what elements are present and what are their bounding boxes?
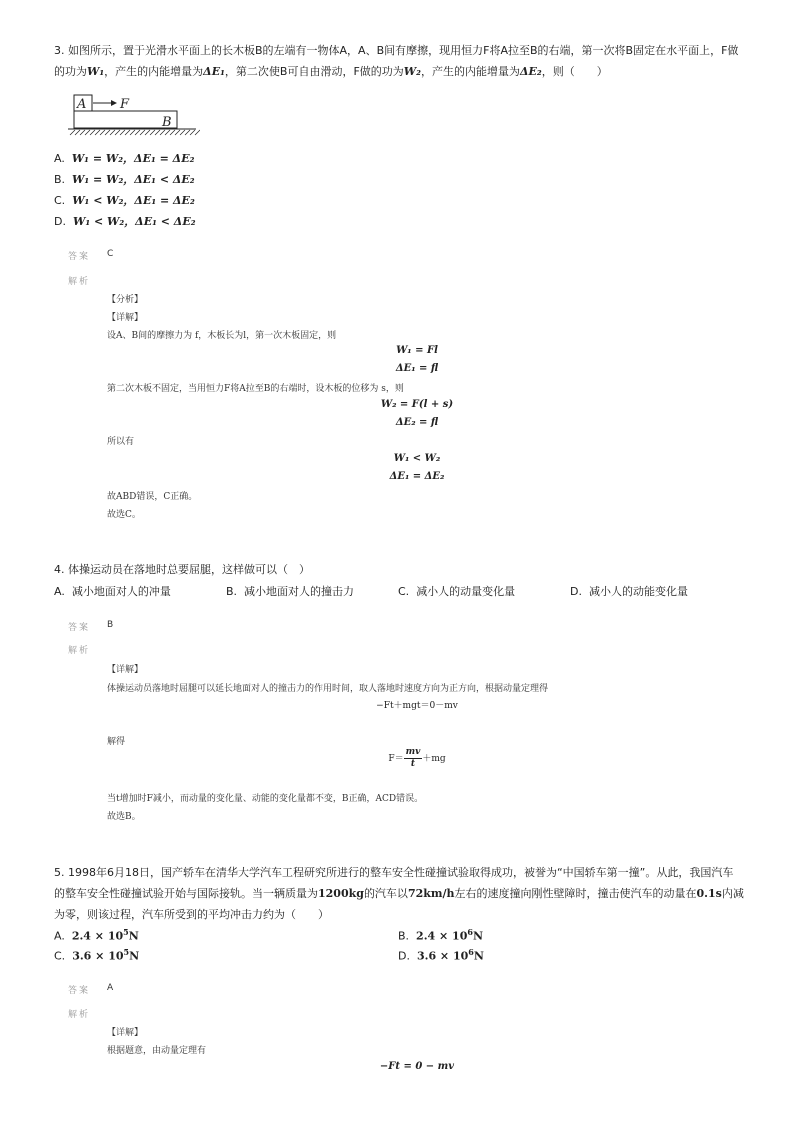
q5-exp-xiangjie: 【详解】 [107, 1028, 144, 1038]
hatch-mark [130, 130, 135, 135]
q3-exp-line2: 第二次木板不固定，当用恒力F将A拉至B的右端时，设木板的位移为 s，则 [107, 384, 404, 394]
ground-hatch [70, 130, 200, 135]
question-5-stem: 5. 1998年6月18日，国产轿车在清华大学汽车工程研究所进行的整车安全性碰撞试验取得成功，被誉为“中国轿车第一撞”。从此，我国汽车的整车安全性碰撞试验开始与国际接轨。当一辆质量为1200kg的汽车以72km/h左右的速度撞向刚性壁障时，撞击使汽车的动量在0.1s内减为零，则该过程，汽车所受到的平均冲击力约为（ ） [54, 866, 744, 921]
q3-eq2: ΔE₁ = fl [395, 363, 439, 374]
q4-option-c[interactable]: C. 减小人的动量变化量 [398, 585, 516, 598]
q3-eq5: W₁ < W₂ [393, 453, 441, 464]
q4-option-d[interactable]: D. 减小人的动能变化量 [570, 585, 688, 598]
math-de2: ΔE₂ [519, 65, 542, 78]
q3-option-a[interactable]: A. W₁ = W₂，ΔE₁ = ΔE₂ [54, 152, 195, 165]
q4-exp-line2: 解得 [107, 737, 126, 747]
hatch-mark [160, 130, 165, 135]
hatch-mark [85, 130, 90, 135]
q3-analysis-label: 解析 [68, 277, 91, 287]
q4-exp-line3: 当t增加时F减小，而动量的变化量、动能的变化量都不变，B正确，ACD错误。 [107, 794, 424, 804]
q3-exp-line5: 故选C。 [107, 510, 141, 520]
fraction-mv-t: $\frac{mv}{t}$ [405, 747, 421, 769]
math-w2: W₂ [403, 65, 421, 78]
q3-exp-xiangjie: 【详解】 [107, 313, 144, 323]
q5-option-b[interactable]: B. $2.4 \times 10^6N$ [398, 927, 484, 943]
hatch-mark [150, 130, 155, 135]
question-4 [54, 559, 744, 580]
hatch-mark [120, 130, 125, 135]
question-5 [54, 862, 744, 925]
q3-exp-line4: 故ABD错误，C正确。 [107, 492, 198, 502]
q4-option-a[interactable]: A. 减小地面对人的冲量 [54, 585, 171, 598]
q4-eq2: F＝ $\frac{mv}{t}$ ＋mg [388, 747, 446, 769]
q3-exp-line3: 所以有 [107, 437, 135, 447]
q3-option-d[interactable]: D. W₁ < W₂，ΔE₁ < ΔE₂ [54, 215, 196, 228]
math-w1: W₁ [87, 65, 105, 78]
question-4-stem: 4. 体操运动员在落地时总要屈腿，这样做可以（ ） [54, 563, 310, 576]
q4-analysis-label: 解析 [68, 646, 91, 656]
hatch-mark [135, 130, 140, 135]
hatch-mark [105, 130, 110, 135]
q3-figure [66, 92, 200, 138]
hatch-mark [115, 130, 120, 135]
hatch-mark [165, 130, 170, 135]
q4-exp-xiangjie: 【详解】 [107, 665, 144, 675]
hatch-mark [180, 130, 185, 135]
q3-eq3: W₂ = F(l + s) [380, 399, 454, 410]
q5-option-a[interactable]: A. $2.4 \times 10^5N$ [54, 927, 139, 943]
question-3 [54, 40, 744, 82]
q5-option-d[interactable]: D. $3.6 \times 10^6N$ [398, 947, 484, 963]
hatch-mark [175, 130, 180, 135]
q5-answer-label: 答案 [68, 986, 91, 996]
label-f: F [120, 97, 130, 112]
hatch-mark [185, 130, 190, 135]
arrow-head [111, 100, 117, 106]
q5-answer: A [107, 983, 114, 993]
hatch-mark [145, 130, 150, 135]
hatch-mark [80, 130, 85, 135]
q5-exp-line1: 根据题意，由动量定理有 [107, 1046, 207, 1056]
hatch-mark [110, 130, 115, 135]
hatch-mark [190, 130, 195, 135]
hatch-mark [90, 130, 95, 135]
q3-answer: C [107, 249, 114, 259]
q3-exp-line1: 设A、B间的摩擦力为 f，木板长为l，第一次木板固定，则 [107, 331, 337, 341]
q4-option-b[interactable]: B. 减小地面对人的撞击力 [226, 585, 355, 598]
q3-option-c[interactable]: C. W₁ < W₂，ΔE₁ = ΔE₂ [54, 194, 195, 207]
hatch-mark [125, 130, 130, 135]
q4-exp-line1: 体操运动员落地时屈腿可以延长地面对人的撞击力的作用时间，取人落地时速度方向为正方向，根据动量定理得 [107, 684, 549, 694]
label-b: B [162, 115, 172, 130]
q3-answer-label: 答案 [68, 252, 91, 262]
q4-answer-label: 答案 [68, 623, 91, 633]
math-time: 0.1s [696, 887, 722, 900]
q4-answer: B [107, 620, 114, 630]
q3-eq6: ΔE₁ = ΔE₂ [389, 471, 445, 482]
hatch-mark [170, 130, 175, 135]
q3-eq1: W₁ = Fl [396, 345, 438, 356]
hatch-mark [70, 130, 75, 135]
hatch-mark [75, 130, 80, 135]
q3-option-b[interactable]: B. W₁ = W₂，ΔE₁ < ΔE₂ [54, 173, 195, 186]
hatch-mark [155, 130, 160, 135]
math-speed: 72km/h [407, 887, 455, 900]
label-a: A [77, 97, 87, 112]
math-mass: 1200kg [318, 887, 364, 900]
q3-exp-fenxi: 【分析】 [107, 295, 144, 305]
q5-analysis-label: 解析 [68, 1010, 91, 1020]
hatch-mark [100, 130, 105, 135]
q3-eq4: ΔE₂ = fl [395, 417, 439, 428]
math-de1: ΔE₁ [203, 65, 225, 78]
q4-exp-line4: 故选B。 [107, 812, 141, 822]
hatch-mark [195, 130, 200, 135]
hatch-mark [95, 130, 100, 135]
q5-eq1: −Ft = 0 − mv [379, 1061, 455, 1072]
question-3-stem: 3. 如图所示，置于光滑水平面上的长木板B的左端有一物体A，A、B间有摩擦，现用恒力F将A拉至B的右端，第一次将B固定在水平面上，F做的功为W₁，产生的内能增量为ΔE₁，第二次使B可自由滑动，F做的功为W₂，产生的内能增量为ΔE₂，则（ ） [54, 44, 739, 78]
q4-eq1: −Ft＋mgt＝0－mv [376, 701, 458, 711]
hatch-mark [140, 130, 145, 135]
q5-option-c[interactable]: C. $3.6 \times 10^5N$ [54, 947, 140, 963]
